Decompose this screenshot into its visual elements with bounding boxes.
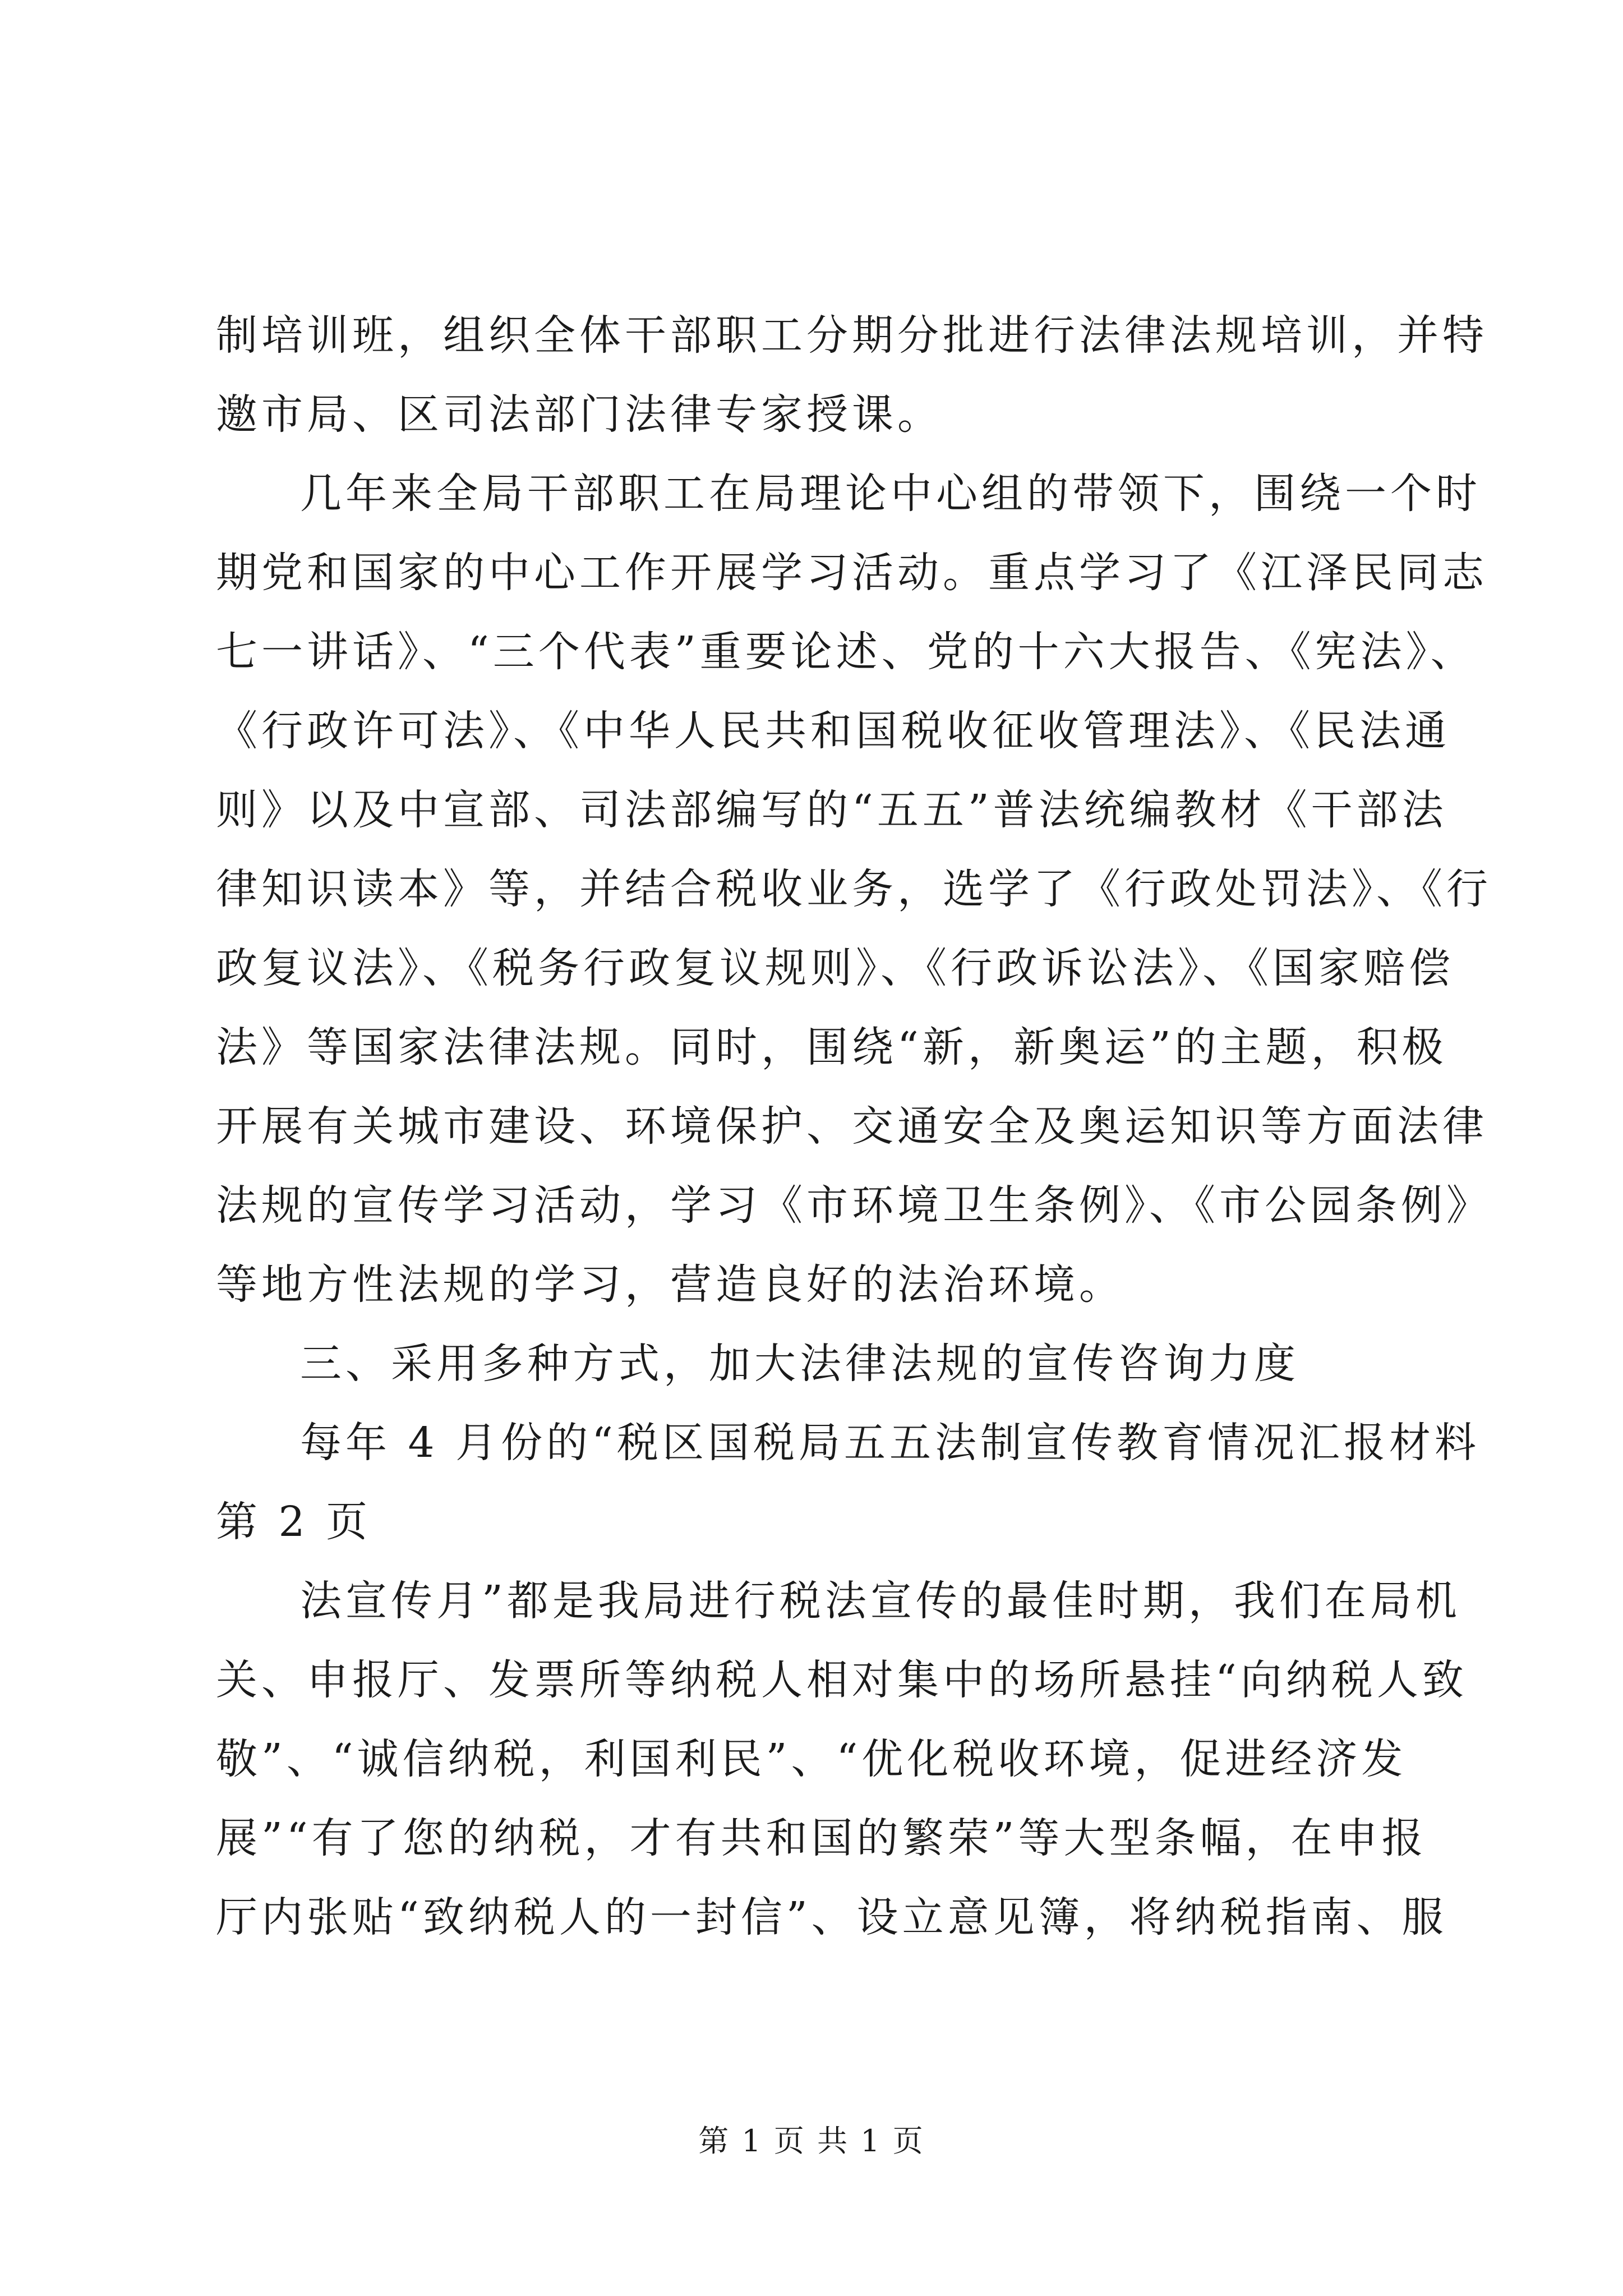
- text-line: 厅内张贴“致纳税人的一封信”、设立意见簿，将纳税指南、服: [216, 1893, 1447, 1941]
- text-line: 期党和国家的中心工作开展学习活动。重点学习了《江泽民同志: [216, 549, 1488, 597]
- text-line: 则》以及中宣部、司法部编写的“五五”普法统编教材《干部法: [216, 786, 1447, 834]
- text-line: 第 2 页: [216, 1498, 372, 1546]
- document-body: [216, 296, 1492, 1957]
- text-line: 邀市局、区司法部门法律专家授课。: [216, 390, 943, 439]
- text-line: 法宣传月”都是我局进行税法宣传的最佳时期，我们在局机: [300, 1577, 1461, 1625]
- text-line: 政复议法》、《税务行政复议规则》、《行政诉讼法》、《国家赔偿: [216, 944, 1454, 992]
- text-line: 等地方性法规的学习，营造良好的法治环境。: [216, 1260, 1124, 1309]
- text-line: 律知识读本》等，并结合税收业务，选学了《行政处罚法》、《行: [216, 865, 1492, 913]
- text-line: 几年来全局干部职工在局理论中心组的带领下，围绕一个时: [300, 470, 1481, 518]
- text-line: 法》等国家法律法规。同时，围绕“新，新奥运”的主题，积极: [216, 1023, 1447, 1071]
- text-line: 展”“有了您的纳税，才有共和国的繁荣”等大型条幅，在申报: [216, 1814, 1427, 1862]
- text-line: 七一讲话》、“三个代表”重要论述、党的十六大报告、《宪法》、: [216, 628, 1476, 676]
- text-line: 《行政许可法》、《中华人民共和国税收征收管理法》、《民法通: [216, 707, 1450, 755]
- text-line: 法规的宣传学习活动，学习《市环境卫生条例》、《市公园条例》: [216, 1181, 1492, 1230]
- page-footer: 第 1 页 共 1 页: [698, 2123, 925, 2159]
- section-heading: 三、采用多种方式，加大法律法规的宣传咨询力度: [300, 1340, 1299, 1388]
- text-line: 制培训班，组织全体干部职工分期分批进行法律法规培训，并特: [216, 311, 1488, 360]
- text-line: 每年 4 月份的“税区国税局五五法制宣传教育情况汇报材料: [300, 1419, 1480, 1467]
- text-line: 敬”、“诚信纳税，利国利民”、“优化税收环境，促进经济发: [216, 1735, 1407, 1783]
- text-line: 关、申报厅、发票所等纳税人相对集中的场所悬挂“向纳税人致: [216, 1656, 1468, 1704]
- text-line: 开展有关城市建设、环境保护、交通安全及奥运知识等方面法律: [216, 1102, 1488, 1151]
